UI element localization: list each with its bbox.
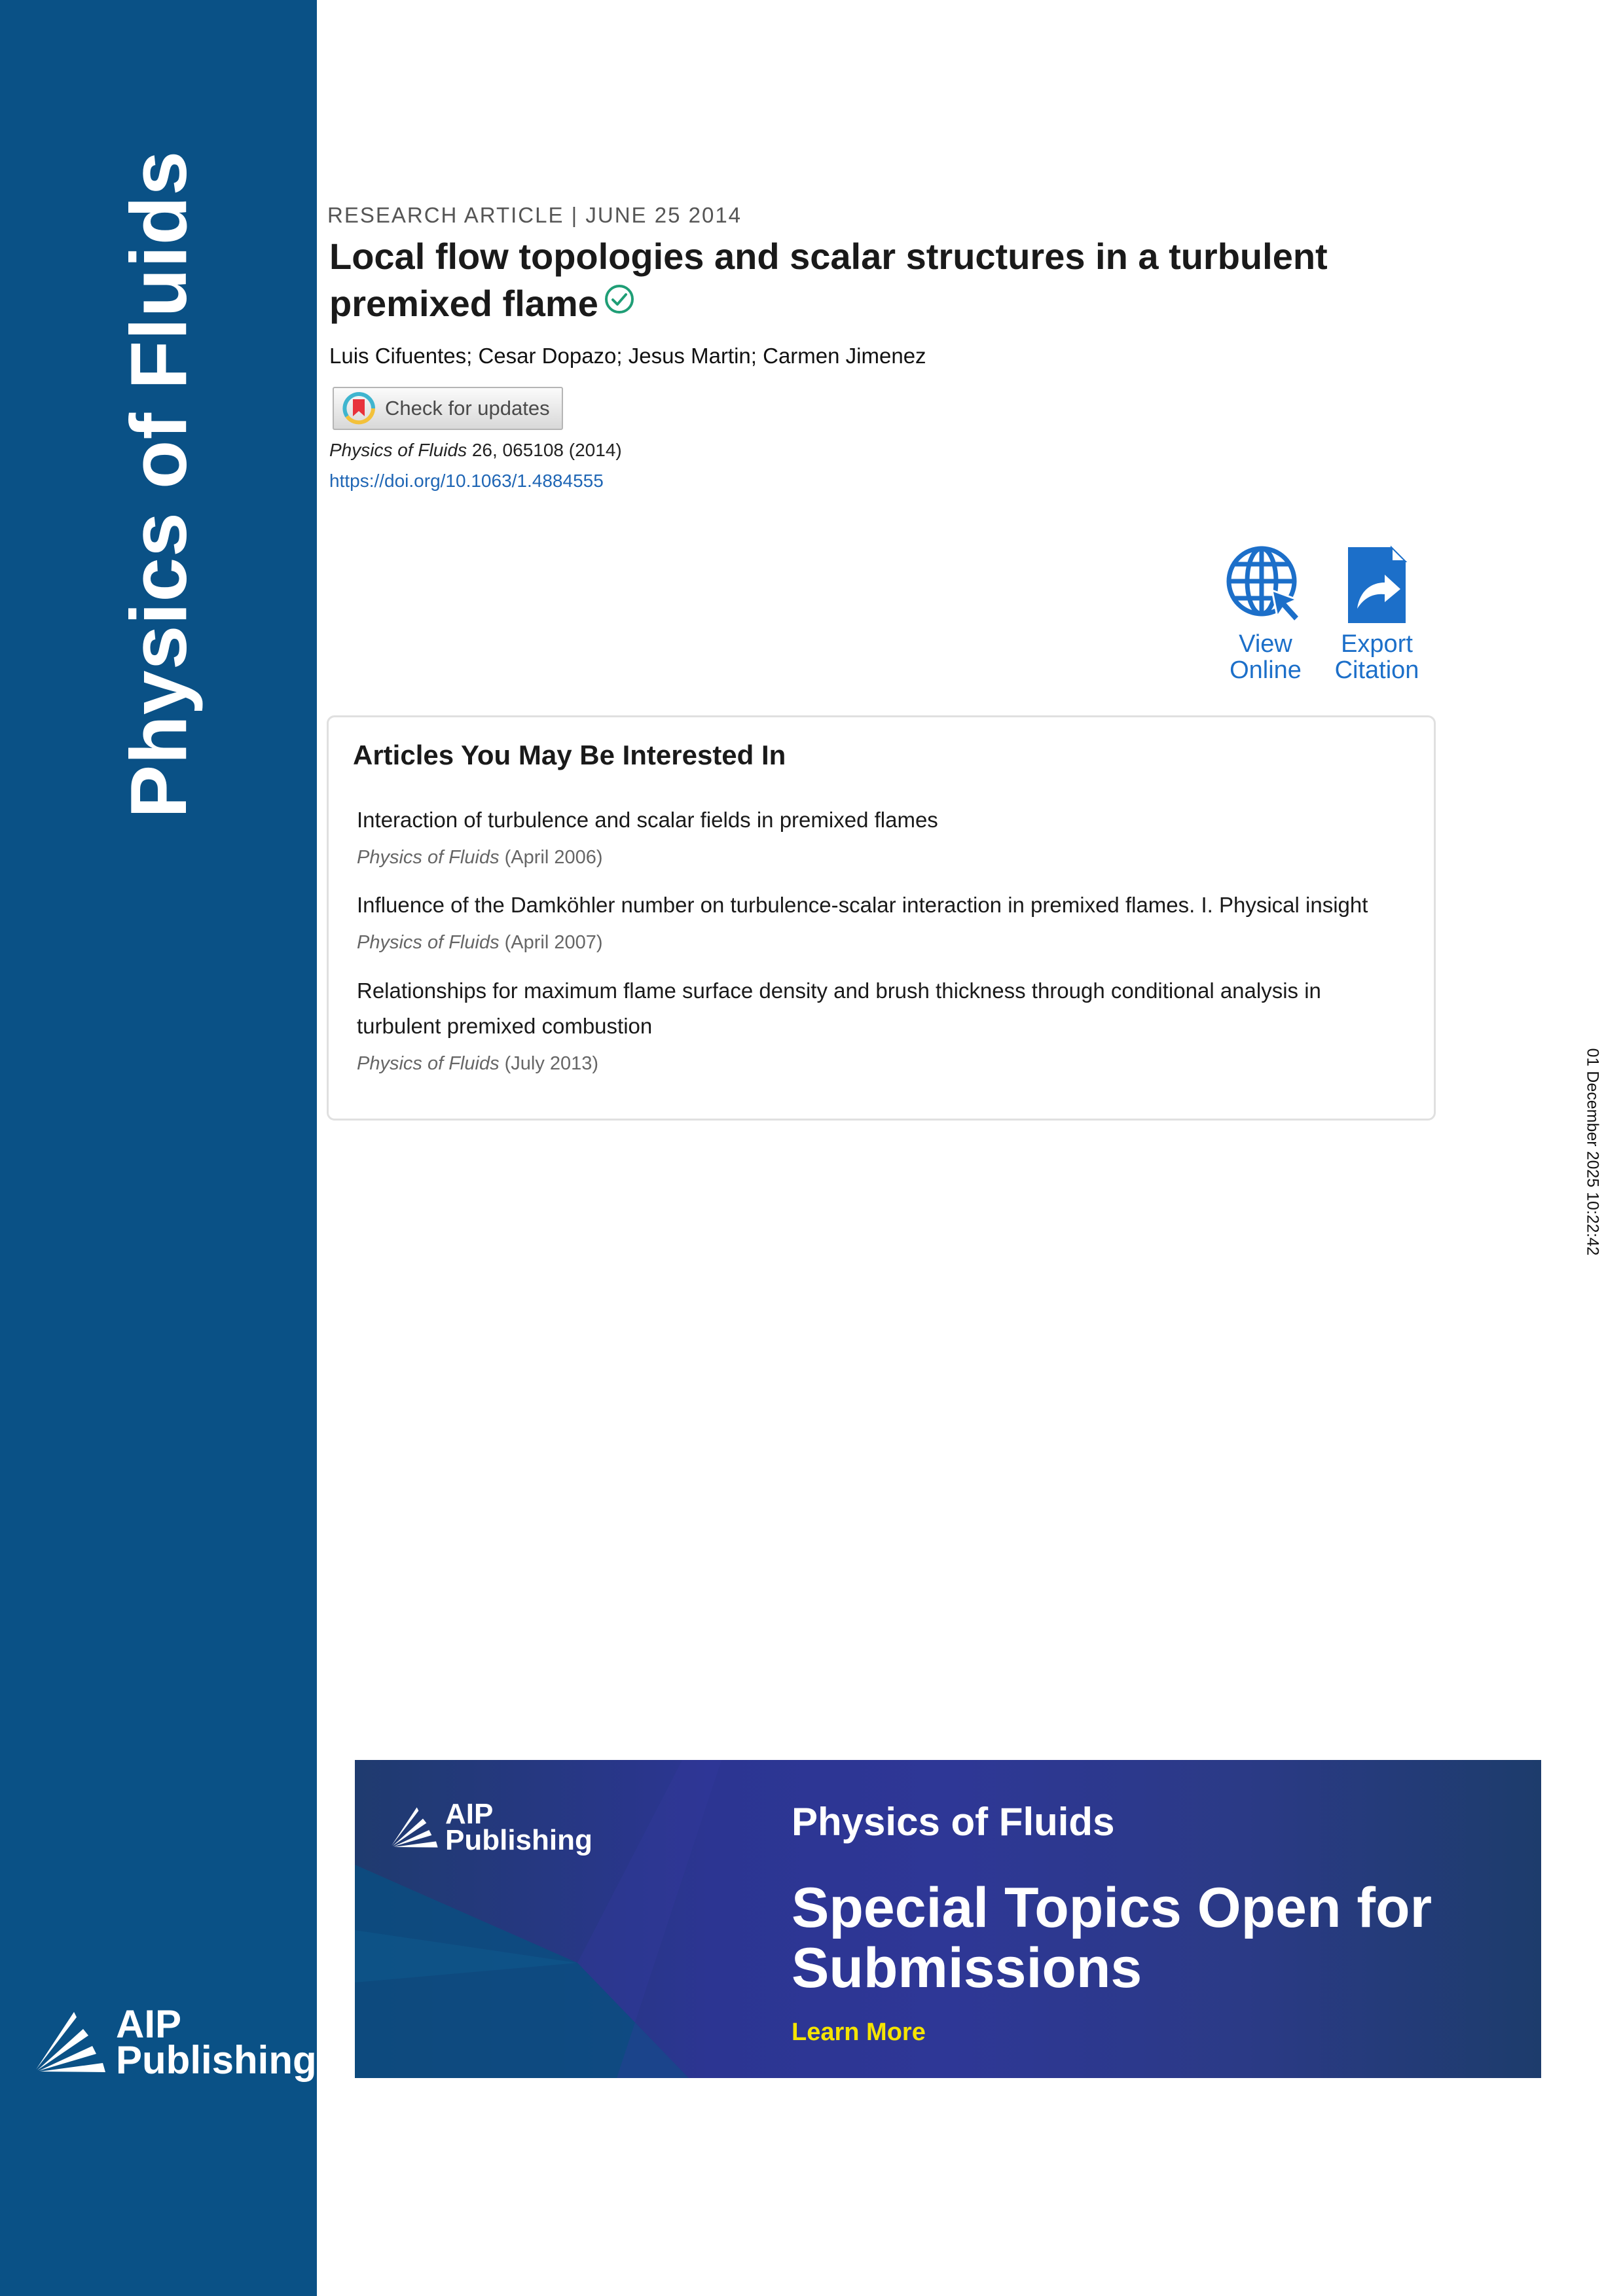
article-title [329,233,1442,330]
article-title-text: Local flow topologies and scalar structures in a turbulent premixed flame [329,236,1328,324]
aip-fan-icon [36,2012,107,2072]
banner-headline: Special Topics Open for Submissions [792,1876,1432,2000]
export-citation-line2: Citation [1334,656,1419,684]
crossmark-icon [342,391,376,425]
banner-aip-logo [392,1798,593,1857]
logo-line-aip: AIP [116,2002,182,2046]
related-article-item [357,802,1411,869]
related-article-date: (April 2006) [499,847,603,868]
citation-journal: Physics of Fluids [329,440,467,460]
view-online-line1: View [1239,630,1292,658]
document-share-icon [1345,545,1408,626]
aip-publishing-logo [36,2002,317,2083]
aip-fan-icon [392,1807,439,1848]
article-type-date: RESEARCH ARTICLE | JUNE 25 2014 [327,203,742,227]
related-article-item [357,973,1411,1075]
related-articles-heading: Articles You May Be Interested In [353,740,786,770]
export-citation-button[interactable] [1321,545,1432,683]
citation-line [329,440,622,461]
globe-cursor-icon [1225,545,1306,626]
journal-title-vertical: Physics of Fluids [114,150,203,819]
citation-details: 26, 065108 (2014) [467,440,622,460]
related-article-date: (April 2007) [499,932,603,953]
check-circle-icon [604,279,635,326]
author-list: Luis Cifuentes; Cesar Dopazo; Jesus Martin; Carmen Jimenez [329,344,926,368]
related-article-source [357,932,1411,954]
related-article-source [357,847,1411,869]
related-article-journal: Physics of Fluids [357,932,500,953]
banner-journal-name: Physics of Fluids [792,1800,1115,1844]
check-for-updates-button[interactable] [333,387,563,430]
doi-link[interactable]: https://doi.org/10.1063/1.4884555 [329,471,604,491]
journal-sidebar [0,0,317,2296]
related-article-link[interactable]: Influence of the Damköhler number on turbulence-scalar interaction in premixed flames. I. Physical insight [357,893,1368,917]
related-article-link[interactable]: Interaction of turbulence and scalar fields in premixed flames [357,808,938,832]
logo-line-publishing: Publishing [116,2038,317,2083]
check-updates-label: Check for updates [385,397,550,420]
banner-logo-publishing: Publishing [445,1824,593,1857]
export-citation-line1: Export [1341,630,1413,658]
banner-logo-aip: AIP [445,1798,494,1830]
view-online-line2: Online [1230,656,1302,684]
download-timestamp: 01 December 2025 10:22:42 [1583,1048,1602,1256]
related-article-source [357,1053,1411,1075]
related-article-journal: Physics of Fluids [357,1053,500,1074]
related-article-link[interactable]: Relationships for maximum flame surface density and brush thickness through conditional analysis in turbulent premixed combustion [357,978,1321,1038]
related-article-journal: Physics of Fluids [357,847,500,868]
promo-banner[interactable] [355,1760,1541,2078]
view-online-button[interactable] [1216,545,1315,683]
related-article-item [357,888,1411,954]
related-article-date: (July 2013) [499,1053,599,1074]
learn-more-link[interactable]: Learn More [792,2018,926,2046]
related-articles-panel [327,715,1436,1121]
